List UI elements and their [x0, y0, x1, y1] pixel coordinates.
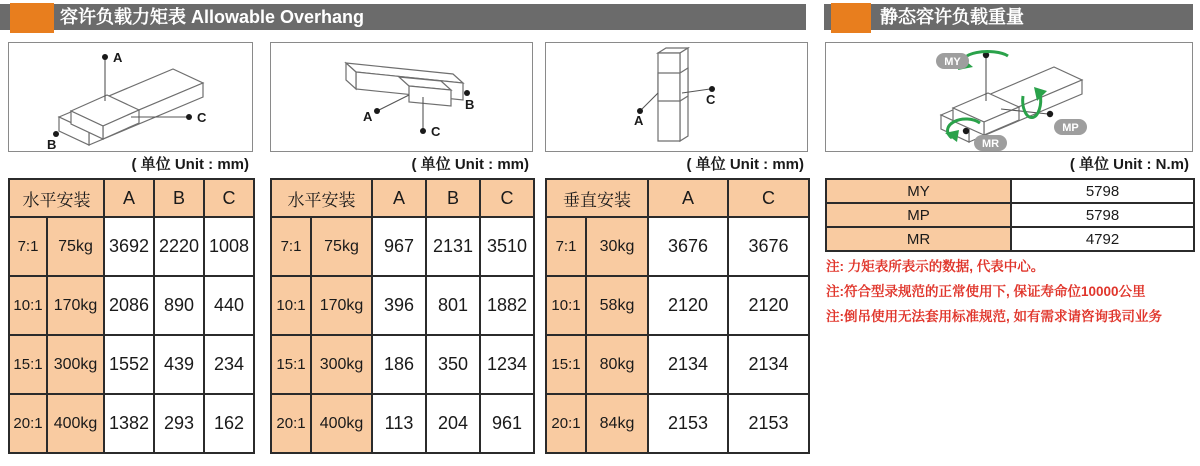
isometric-rail-diagram-1: [9, 43, 252, 151]
badge-label-mp: MP: [1062, 122, 1079, 134]
table-row: [826, 179, 1194, 203]
value-cell: 801: [426, 276, 480, 335]
value-cell: 3676: [728, 217, 809, 276]
section-header-allowable-overhang: [0, 4, 806, 30]
ratio-cell: 7:1: [271, 217, 311, 276]
column-header-b: B: [426, 179, 480, 217]
unit-caption: ( 单位 Unit : mm): [131, 156, 249, 173]
load-cell: 80kg: [586, 335, 648, 394]
value-cell: 961: [480, 394, 534, 453]
value-cell: 2153: [648, 394, 728, 453]
ratio-cell: 7:1: [9, 217, 47, 276]
diagram-static-moments: [825, 42, 1193, 152]
load-cell: 400kg: [47, 394, 104, 453]
moment-dot-mp: [1047, 111, 1053, 117]
ratio-cell: 15:1: [9, 335, 47, 394]
orange-accent-square: [10, 3, 54, 33]
load-cell: 170kg: [47, 276, 104, 335]
note-line: 注:符合型录规范的正常使用下, 保证寿命位10000公里: [826, 284, 1146, 299]
value-cell: 3676: [648, 217, 728, 276]
column-header-c: C: [728, 179, 809, 217]
overhang-table-horizontal-2: [270, 178, 535, 454]
ratio-cell: 10:1: [271, 276, 311, 335]
value-cell: 3692: [104, 217, 154, 276]
diagram-vertical-mount: [545, 42, 808, 152]
load-cell: 400kg: [311, 394, 372, 453]
moment-dot-mr: [963, 128, 969, 134]
value-cell: 293: [154, 394, 204, 453]
load-cell: 75kg: [47, 217, 104, 276]
ratio-cell: 7:1: [546, 217, 586, 276]
moment-label-my: MY: [826, 179, 1011, 203]
dimension-dot-a: [102, 54, 108, 60]
load-cell: 75kg: [311, 217, 372, 276]
table-row: [271, 276, 534, 335]
overhang-table-horizontal-1: [8, 178, 255, 454]
dimension-dot-c: [186, 114, 192, 120]
table-row: [9, 335, 254, 394]
moment-value-mr: 4792: [1011, 227, 1194, 251]
ratio-cell: 20:1: [9, 394, 47, 453]
dimension-label-b: B: [47, 137, 57, 151]
ratio-cell: 15:1: [546, 335, 586, 394]
value-cell: 967: [372, 217, 426, 276]
dimension-dot-c: [420, 128, 426, 134]
table-title: 垂直安装: [546, 179, 648, 217]
dimension-dot-b: [464, 90, 470, 96]
column-header-a: A: [104, 179, 154, 217]
value-cell: 2134: [648, 335, 728, 394]
ratio-cell: 10:1: [546, 276, 586, 335]
value-cell: 890: [154, 276, 204, 335]
value-cell: 162: [204, 394, 254, 453]
moment-label-mp: MP: [826, 203, 1011, 227]
table-title: 水平安装: [271, 179, 372, 217]
value-cell: 186: [372, 335, 426, 394]
table-row: [9, 394, 254, 453]
unit-caption: ( 单位 Unit : N.m): [1069, 156, 1189, 173]
dimension-dot-a: [374, 108, 380, 114]
table-row: [826, 203, 1194, 227]
table-row: [546, 276, 809, 335]
load-cell: 170kg: [311, 276, 372, 335]
column-header-c: C: [480, 179, 534, 217]
value-cell: 439: [154, 335, 204, 394]
value-cell: 2134: [728, 335, 809, 394]
value-cell: 1882: [480, 276, 534, 335]
isometric-rail-moment-diagram: [826, 43, 1192, 151]
isometric-rail-diagram-2: [271, 43, 532, 151]
value-cell: 396: [372, 276, 426, 335]
diagram-horizontal-mount-1: [8, 42, 253, 152]
value-cell: 113: [372, 394, 426, 453]
ratio-cell: 10:1: [9, 276, 47, 335]
diagram-horizontal-mount-2: [270, 42, 533, 152]
value-cell: 2120: [728, 276, 809, 335]
load-cell: 300kg: [47, 335, 104, 394]
badge-label-my: MY: [944, 56, 961, 68]
dimension-label-b: B: [465, 97, 475, 112]
value-cell: 1552: [104, 335, 154, 394]
note-line: 注:倒吊使用无法套用标准规范, 如有需求请咨询我司业务: [826, 309, 1162, 324]
note-line: 注: 力矩表所表示的数据, 代表中心。: [826, 259, 1045, 274]
section-title: 容许负载力矩表 Allowable Overhang: [60, 7, 365, 27]
unit-caption: ( 单位 Unit : mm): [686, 156, 804, 173]
table-title: 水平安装: [9, 179, 104, 217]
value-cell: 1382: [104, 394, 154, 453]
column-header-c: C: [204, 179, 254, 217]
ratio-cell: 15:1: [271, 335, 311, 394]
overhang-table-vertical: [545, 178, 810, 454]
moment-label-mr: MR: [826, 227, 1011, 251]
ratio-cell: 20:1: [546, 394, 586, 453]
section-header-static-load: [824, 4, 1193, 30]
dimension-label-c: C: [197, 110, 207, 125]
table-row: [271, 335, 534, 394]
value-cell: 3510: [480, 217, 534, 276]
column-header-b: B: [154, 179, 204, 217]
value-cell: 2153: [728, 394, 809, 453]
dimension-label-a: A: [634, 113, 644, 128]
column-header-a: A: [648, 179, 728, 217]
value-cell: 440: [204, 276, 254, 335]
table-row: [546, 335, 809, 394]
unit-caption: ( 单位 Unit : mm): [411, 156, 529, 173]
dimension-label-c: C: [706, 92, 716, 107]
ratio-cell: 20:1: [271, 394, 311, 453]
table-row: [546, 394, 809, 453]
orange-accent-square: [831, 3, 871, 33]
value-cell: 1234: [480, 335, 534, 394]
moment-value-mp: 5798: [1011, 203, 1194, 227]
load-cell: 300kg: [311, 335, 372, 394]
value-cell: 2120: [648, 276, 728, 335]
table-row: [546, 217, 809, 276]
value-cell: 2086: [104, 276, 154, 335]
value-cell: 2220: [154, 217, 204, 276]
value-cell: 1008: [204, 217, 254, 276]
isometric-rail-diagram-3: [546, 43, 807, 151]
column-header-a: A: [372, 179, 426, 217]
section-title: 静态容许负载重量: [880, 7, 1024, 27]
value-cell: 2131: [426, 217, 480, 276]
table-row: [9, 276, 254, 335]
moment-value-my: 5798: [1011, 179, 1194, 203]
load-cell: 84kg: [586, 394, 648, 453]
dimension-label-a: A: [113, 50, 123, 65]
badge-label-mr: MR: [981, 138, 1000, 150]
table-row: [271, 217, 534, 276]
value-cell: 350: [426, 335, 480, 394]
dimension-label-c: C: [431, 124, 441, 139]
table-row: [826, 227, 1194, 251]
table-row: [9, 217, 254, 276]
load-cell: 58kg: [586, 276, 648, 335]
static-load-table: [825, 178, 1195, 252]
load-cell: 30kg: [586, 217, 648, 276]
dimension-label-a: A: [363, 109, 373, 124]
table-row: [271, 394, 534, 453]
notes-block: [826, 254, 1162, 329]
value-cell: 234: [204, 335, 254, 394]
value-cell: 204: [426, 394, 480, 453]
